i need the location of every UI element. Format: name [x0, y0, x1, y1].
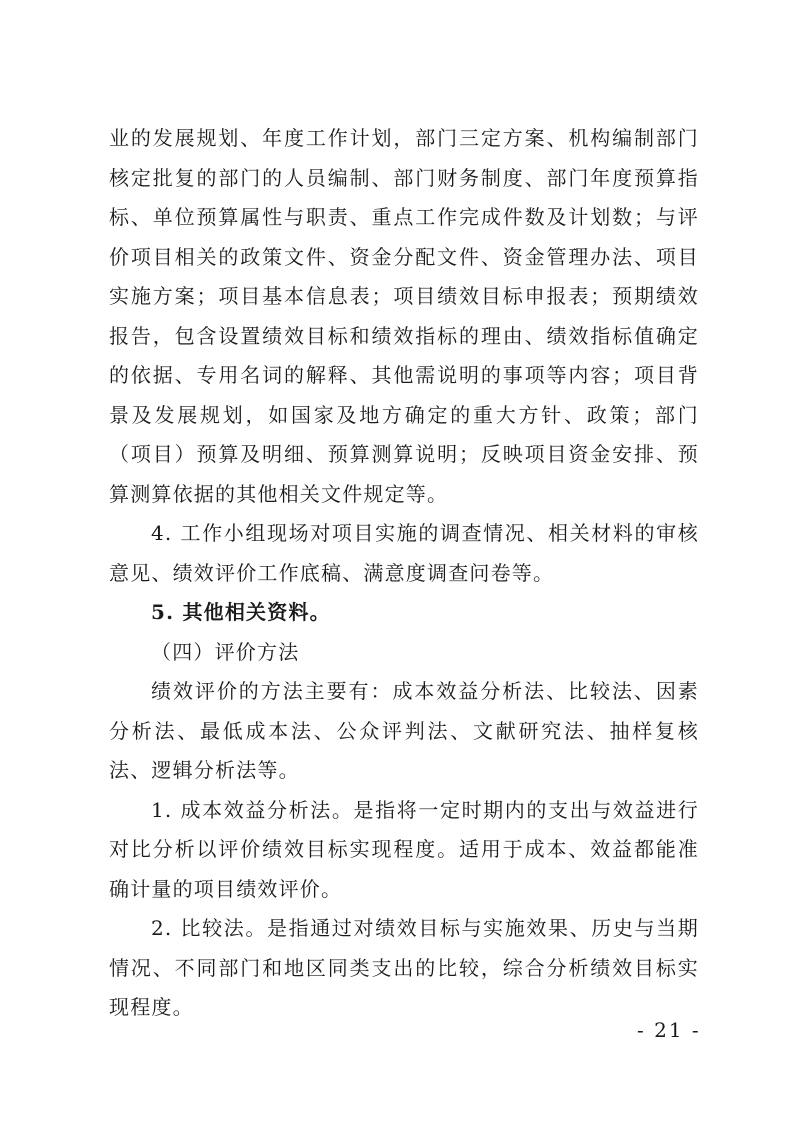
paragraph-methods-overview: 绩效评价的方法主要有：成本效益分析法、比较法、因素分析法、最低成本法、公众评判法、文献研究法、抽样复核法、逻辑分析法等。 — [109, 679, 699, 782]
paragraph-item-4: 4. 工作小组现场对项目实施的调查情况、相关材料的审核意见、绩效评价工作底稿、满意度调查问卷等。 — [109, 521, 699, 585]
page-number: - 21 - — [637, 1018, 701, 1042]
paragraph-item-5: 5. 其他相关资料。 — [151, 600, 331, 624]
body-text — [109, 119, 699, 1028]
paragraph-continuation: 业的发展规划、年度工作计划，部门三定方案、机构编制部门核定批复的部门的人员编制、部门财务制度、部门年度预算指标、单位预算属性与职责、重点工作完成件数及计划数；与评价项目相关的政策文件、资金分配文件、资金管理办法、项目实施方案；项目基本信息表；项目绩效目标申报表；预期绩效报告，包含设置绩效目标和绩效指标的理由、绩效指标值确定的依据、专用名词的解释、其他需说明的事项等内容；项目背景及发展规划，如国家及地方确定的重大方针、政策；部门（项目）预算及明细、预算测算说明；反映项目资金安排、预算测算依据的其他相关文件规定等。 — [109, 126, 699, 506]
paragraph-method-1: 1. 成本效益分析法。是指将一定时期内的支出与效益进行对比分析以评价绩效目标实现程度。适用于成本、效益都能准确计量的项目绩效评价。 — [109, 797, 699, 901]
section-heading-evaluation-methods: （四）评价方法 — [151, 639, 300, 664]
paragraph-method-2: 2. 比较法。是指通过对绩效目标与实施效果、历史与当期情况、不同部门和地区同类支出的比较，综合分析绩效目标实现程度。 — [109, 916, 699, 1019]
